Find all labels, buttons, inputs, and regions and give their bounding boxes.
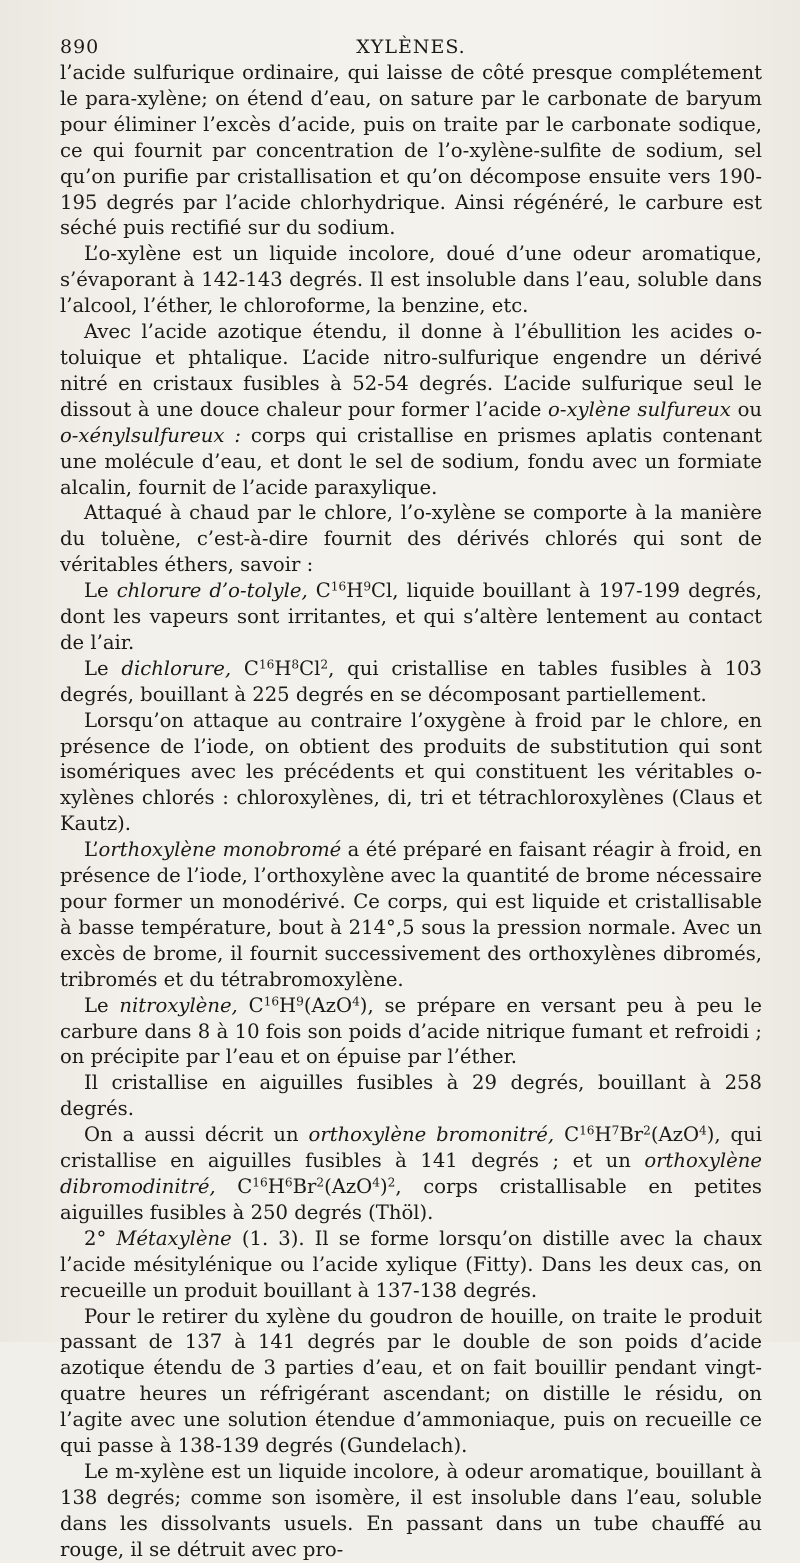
text-run: a été préparé en faisant réagir à froid, en présence de l’iode, l’orthoxylène avec la quantité de brome nécessaire pour former un monodérivé. Ce corps, qui est liquide et cristallisable à basse température, bout à 214°,5 sous la pression normale. Avec un excès de brome, il fournit successivement des orthoxylènes dibromés, tribromés et du tétrabromoxylène. — [60, 838, 762, 991]
superscript: 6 — [284, 1175, 293, 1190]
paragraph — [60, 319, 762, 500]
text-run: Br — [619, 1123, 644, 1147]
text-run: Le m-xylène est un liquide incolore, à odeur aromatique, bouillant à 138 degrés; comme son isomère, il est insoluble dans l’eau, soluble dans les dissolvants usuels. En passant dans un tube chauffé au rouge, il se détruit avec pro- — [60, 1459, 762, 1561]
superscript: 2 — [320, 657, 329, 672]
superscript: 16 — [258, 657, 275, 672]
paragraph — [60, 837, 762, 992]
text-run: H — [594, 1123, 612, 1147]
italic-term: orthoxylène monobromé — [98, 838, 342, 862]
paragraph — [60, 993, 762, 1071]
superscript: 16 — [330, 579, 347, 594]
italic-term: orthoxylène bromonitré, — [308, 1123, 555, 1147]
superscript: 4 — [699, 1123, 707, 1138]
text-run: C — [554, 1123, 580, 1147]
italic-term: orthoxylène dibromodinitré, — [60, 1149, 762, 1198]
paragraph — [60, 1070, 762, 1122]
italic-term: dichlorure, — [121, 656, 232, 680]
superscript: 8 — [291, 657, 300, 672]
text-run: (AzO — [650, 1123, 700, 1147]
text-run: ) — [379, 1174, 388, 1198]
paragraph — [60, 578, 762, 656]
text-run: Le — [84, 579, 117, 603]
text-run: Cl, liquide bouillant à 197-199 degrés, dont les vapeurs sont irritantes, et qui s’altère lentement au contact de l’air. — [60, 579, 763, 654]
text-run: L’o-xylène est un liquide incolore, doué d’une odeur aromatique, s’évaporant à 142-143 degrés. Il est insoluble dans l’eau, soluble dans l’alcool, l’éther, le chloroforme, la benzine, etc. — [60, 242, 762, 318]
text-run: On a aussi décrit un — [84, 1123, 309, 1147]
text-run: corps qui cristallise en prismes aplatis contenant une molécule d’eau, et dont le sel de sodium, fondu avec un formiate alcalin, fournit de l’acide paraxylique. — [60, 423, 763, 499]
text-run: Avec l’acide azotique étendu, il donne à l’ébullition les acides o-toluique et phtalique. L’acide nitro-sulfurique engendre un dérivé nitré en cristaux fusibles à 52-54 degrés. L’acide sulfurique seul le dissout à une douce chaleur pour former l’acide — [60, 320, 762, 421]
superscript: 16 — [579, 1123, 595, 1138]
text-run: L’ — [84, 838, 99, 862]
text-run: H — [267, 1174, 285, 1198]
text-run: Br — [292, 1174, 317, 1198]
italic-term: o-xylène sulfureux — [548, 397, 731, 421]
superscript: 16 — [263, 993, 280, 1008]
text-run: C — [215, 1174, 253, 1198]
text-run: Le — [84, 656, 122, 680]
text-run: , qui cristallise en tables fusibles à 103 degrés, bouillant à 225 degrés en se décomposant partiellement. — [60, 656, 762, 706]
paragraph — [60, 1122, 762, 1226]
text-run: C — [237, 993, 264, 1017]
text-run: (AzO — [324, 1174, 373, 1198]
page-number: 890 — [60, 36, 100, 58]
superscript: 16 — [252, 1175, 268, 1190]
text-run: C — [231, 656, 259, 680]
text-run: , corps cristallisable en petites aiguilles fusibles à 250 degrés (Thöl). — [60, 1174, 762, 1224]
text-run: Pour le retirer du xylène du goudron de houille, on traite le produit passant de 137 à 141 degrés par le double de son poids d’acide azotique étendu de 3 parties d’eau, et on fait bouillir pendant vingt-quatre heures un réfrigérant ascendant; on distille le résidu, on l’agite avec une solution étendue d’ammoniaque, puis on recueille ce qui passe à 138-139 degrés (Gundelach). — [60, 1304, 762, 1458]
text-run: ), se prépare en versant peu à peu le carbure dans 8 à 10 fois son poids d’acide nitrique fumant et refroidi ; on précipite par l’eau et on épuise par l’éther. — [60, 993, 762, 1069]
paragraph — [60, 1226, 762, 1304]
superscript: 4 — [352, 993, 360, 1008]
text-run: ou — [730, 397, 762, 421]
italic-term: Métaxylène — [116, 1226, 232, 1250]
text-run: (1. 3). Il se forme lorsqu’on distille avec la chaux l’acide mésitylénique ou l’acide xylique (Fitty). Dans les deux cas, on recueille un produit bouillant à 137-138 degrés. — [60, 1226, 763, 1302]
text-run: (AzO — [303, 993, 353, 1017]
paragraph — [60, 656, 762, 708]
italic-term: chlorure d’o-tolyle, — [116, 579, 308, 603]
running-title: XYLÈNES. — [356, 36, 466, 58]
paragraph — [60, 60, 762, 241]
text-run: C — [307, 579, 331, 603]
italic-term: nitroxylène, — [119, 993, 238, 1017]
text-run: Lorsqu’on attaque au contraire l’oxygène à froid par le chlore, en présence de l’iode, on obtient des produits de substitution qui sont isomériques avec les précédents et qui constituent les véritables o-xylènes chlorés : chloroxylènes, di, tri et tétrachloroxylènes (Claus et Kautz). — [60, 708, 762, 836]
superscript: 9 — [296, 993, 304, 1008]
superscript: 2 — [316, 1175, 325, 1190]
text-run: 2° — [84, 1226, 117, 1250]
superscript: 7 — [611, 1123, 620, 1138]
paragraph — [60, 708, 762, 838]
text-run: H — [274, 656, 292, 680]
text-run: l’acide sulfurique ordinaire, qui laisse de côté presque complétement le para-xylène; on étend d’eau, on sature par le carbonate de baryum pour éliminer l’excès d’acide, puis on traite par le carbonate sodique, ce qui fournit par concentration de l’o-xylène-sulfite de sodium, sel qu’on purifie par cristallisation et qu’on décompose ensuite vers 190-195 degrés par l’acide chlorhydrique. Ainsi régénéré, le carbure est séché puis rectifié sur du sodium. — [60, 61, 762, 240]
italic-term: o-xénylsulfureux : — [60, 423, 241, 447]
text-run: ), qui cristallise en aiguilles fusibles à 141 degrés ; et un — [60, 1123, 762, 1173]
body-text — [60, 60, 762, 1563]
paragraph — [60, 1304, 762, 1459]
text-run: H — [346, 579, 364, 603]
superscript: 9 — [363, 579, 372, 594]
page-header — [60, 28, 762, 60]
text-run: Il cristallise en aiguilles fusibles à 29 degrés, bouillant à 258 degrés. — [60, 1071, 762, 1121]
paragraph — [60, 241, 762, 319]
paragraph — [60, 500, 762, 578]
text-run: Cl — [299, 656, 321, 680]
superscript: 2 — [387, 1175, 396, 1190]
text-run: Attaqué à chaud par le chlore, l’o-xylène se comporte à la manière du toluène, c’est-à-dire fournit des dérivés chlorés qui sont de véritables éthers, savoir : — [60, 501, 762, 577]
text-run: H — [279, 993, 297, 1017]
text-run: Le — [84, 993, 120, 1017]
superscript: 4 — [372, 1175, 380, 1190]
paragraph — [60, 1459, 762, 1563]
superscript: 2 — [643, 1123, 651, 1138]
